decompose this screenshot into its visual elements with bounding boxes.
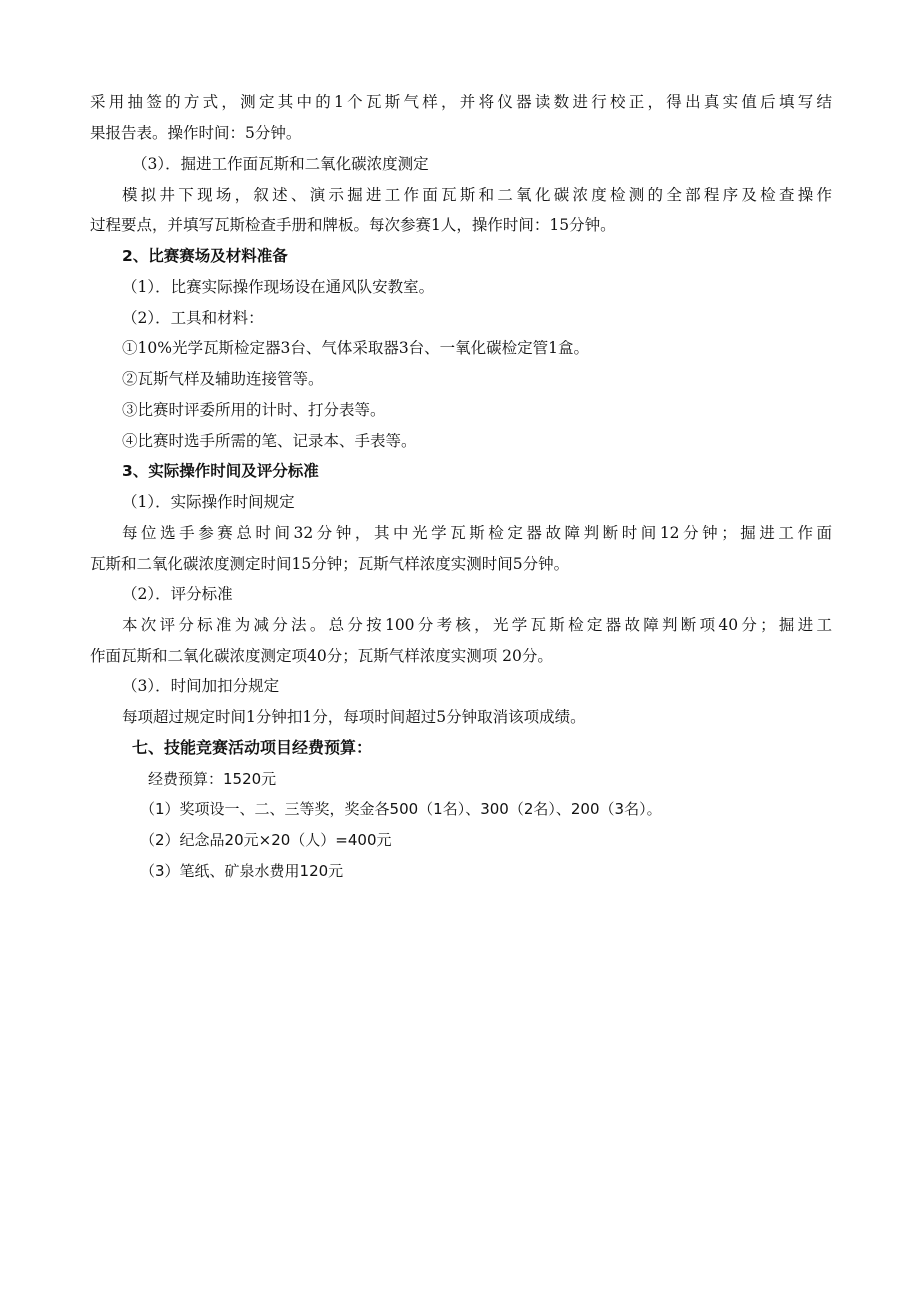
paragraph-line: 过程要点，并填写瓦斯检查手册和牌板。每次参赛1人，操作时间：15分钟。: [90, 216, 616, 234]
section-heading: 2、比赛赛场及材料准备: [122, 247, 288, 265]
paragraph-line: 每项超过规定时间1分钟扣1分，每项时间超过5分钟取消该项成绩。: [122, 708, 586, 726]
paragraph-line: 每位选手参赛总时间32分钟，其中光学瓦斯检定器故障判断时间12分钟；掘进工作面: [122, 524, 832, 542]
paragraph-line: 模拟井下现场，叙述、演示掘进工作面瓦斯和二氧化碳浓度检测的全部程序及检查操作: [122, 186, 832, 204]
paragraph-line: 瓦斯和二氧化碳浓度测定时间15分钟；瓦斯气样浓度实测时间5分钟。: [90, 555, 570, 573]
list-item: ②瓦斯气样及辅助连接管等。: [122, 370, 324, 388]
budget-item: （1）奖项设一、二、三等奖，奖金各500（1名）、300（2名）、200（3名）。: [140, 800, 662, 818]
subsection-heading: （3）．掘进工作面瓦斯和二氧化碳浓度测定: [132, 155, 429, 173]
budget-total: 经费预算：1520元: [148, 770, 277, 788]
subsection-heading: （1）．实际操作时间规定: [122, 493, 295, 511]
subsection-heading: （2）．工具和材料：: [122, 309, 264, 327]
list-item: ④比赛时选手所需的笔、记录本、手表等。: [122, 432, 417, 450]
subsection-heading: （2）．评分标准: [122, 585, 233, 603]
section-heading: 3、实际操作时间及评分标准: [122, 462, 319, 480]
list-item: ①10%光学瓦斯检定器3台、气体采取器3台、一氧化碳检定管1盒。: [122, 339, 590, 357]
paragraph-line: 本次评分标准为减分法。总分按100分考核，光学瓦斯检定器故障判断项40分；掘进工: [122, 616, 832, 634]
paragraph-line: 作面瓦斯和二氧化碳浓度测定项40分；瓦斯气样浓度实测项 20分。: [90, 647, 553, 665]
budget-item: （3）笔纸、矿泉水费用120元: [140, 862, 344, 880]
paragraph-line: 采用抽签的方式，测定其中的1个瓦斯气样，并将仪器读数进行校正，得出真实值后填写结: [90, 93, 832, 111]
budget-item: （2）纪念品20元×20（人）=400元: [140, 831, 392, 849]
chapter-heading: 七、技能竞赛活动项目经费预算：: [132, 738, 373, 757]
paragraph-line: 果报告表。操作时间：5分钟。: [90, 124, 302, 142]
subsection-heading: （3）．时间加扣分规定: [122, 677, 280, 695]
subsection-heading: （1）．比赛实际操作现场设在通风队安教室。: [122, 278, 435, 296]
list-item: ③比赛时评委所用的计时、打分表等。: [122, 401, 386, 419]
